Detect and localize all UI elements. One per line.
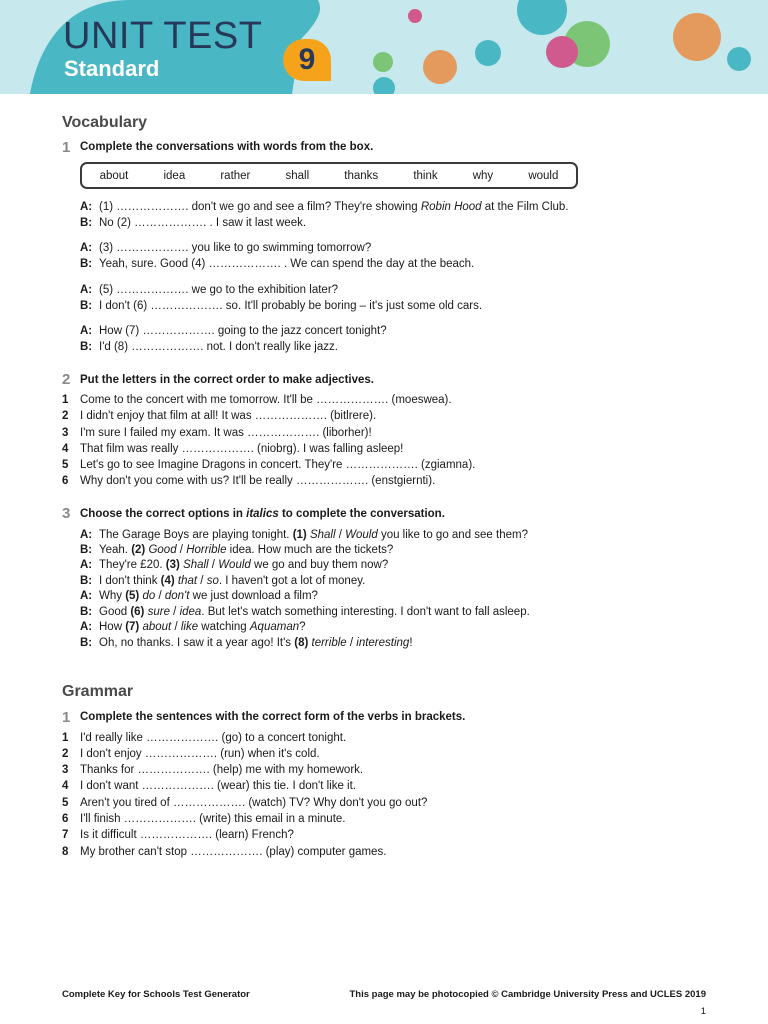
dialogue-line: B: Oh, no thanks. I saw it a year ago! It's (8) terrible / interesting! bbox=[80, 637, 413, 649]
list-item: 2 I didn't enjoy that film at all! It was ………………. (bitlrere). bbox=[62, 410, 377, 422]
list-item: 8 My brother can't stop ………………. (play) computer games. bbox=[62, 846, 387, 858]
exercise-number: 1 bbox=[62, 709, 71, 726]
unit-test-title: UNIT TEST bbox=[63, 15, 263, 57]
dialogue-line: A: (1) ………………. don't we go and see a film? They're showing Robin Hood at the Film Club. bbox=[80, 201, 569, 213]
dialogue-line: A: (3) ………………. you like to go swimming tomorrow? bbox=[80, 242, 372, 254]
exercise-instruction: Put the letters in the correct order to make adjectives. bbox=[80, 374, 374, 386]
dialogue-line: A: Why (5) do / don't we just download a film? bbox=[80, 590, 318, 602]
dialogue-line: A: They're £20. (3) Shall / Would we go and buy them now? bbox=[80, 559, 389, 571]
list-item: 7 Is it difficult ………………. (learn) French? bbox=[62, 829, 294, 841]
exercise-instruction: Choose the correct options in italics to complete the conversation. bbox=[80, 508, 445, 520]
word-box-item: idea bbox=[163, 169, 186, 182]
list-item: 3 Thanks for ………………. (help) me with my homework. bbox=[62, 764, 364, 776]
list-item: 6 Why don't you come with us? It'll be really ………………. (enstgiernti). bbox=[62, 475, 436, 487]
exercise-instruction: Complete the sentences with the correct form of the verbs in brackets. bbox=[80, 711, 466, 723]
dialogue-line: B: Yeah, sure. Good (4) ………………. . We can spend the day at the beach. bbox=[80, 258, 475, 270]
dialogue-line: B: I don't (6) ………………. so. It'll probably be boring – it's just some old cars. bbox=[80, 300, 483, 312]
word-box-item: shall bbox=[285, 169, 310, 182]
header-banner bbox=[0, 0, 768, 94]
page-number: 1 bbox=[700, 1006, 706, 1017]
word-box-item: think bbox=[413, 169, 438, 182]
footer-copyright: This page may be photocopied © Cambridge University Press and UCLES 2019 bbox=[349, 989, 706, 1000]
footer-source: Complete Key for Schools Test Generator bbox=[62, 989, 250, 1000]
dialogue-line: A: The Garage Boys are playing tonight. (1) Shall / Would you like to go and see them? bbox=[80, 529, 528, 541]
exercise-number: 3 bbox=[62, 505, 71, 522]
dialogue-line: B: Good (6) sure / idea. But let's watch something interesting. I don't want to fall asleep. bbox=[80, 606, 530, 618]
word-box-item: thanks bbox=[344, 169, 379, 182]
unit-test-subtitle: Standard bbox=[64, 56, 160, 81]
list-item: 1 Come to the concert with me tomorrow. It'll be ………………. (moeswea). bbox=[62, 394, 452, 406]
dialogue-line: A: (5) ………………. we go to the exhibition later? bbox=[80, 284, 339, 296]
word-box bbox=[80, 162, 578, 189]
dialogue-line: B: I don't think (4) that / so. I haven't got a lot of money. bbox=[80, 575, 366, 587]
vocabulary-heading: Vocabulary bbox=[62, 114, 148, 131]
exercise-number: 2 bbox=[62, 371, 71, 388]
word-box-item: about bbox=[99, 169, 129, 182]
exercise-number: 1 bbox=[62, 139, 71, 156]
word-box-item: would bbox=[528, 169, 559, 182]
list-item: 4 I don't want ………………. (wear) this tie. I don't like it. bbox=[62, 780, 357, 792]
word-box-item: why bbox=[472, 169, 494, 182]
list-item: 5 Let's go to see Imagine Dragons in concert. They're ………………. (zgiamna). bbox=[62, 459, 476, 471]
list-item: 1 I'd really like ………………. (go) to a concert tonight. bbox=[62, 732, 347, 744]
word-box-item: rather bbox=[220, 169, 251, 182]
grammar-heading: Grammar bbox=[62, 683, 134, 700]
dialogue-line: A: How (7) ………………. going to the jazz concert tonight? bbox=[80, 325, 387, 337]
dialogue-line: B: Yeah. (2) Good / Horrible idea. How much are the tickets? bbox=[80, 544, 394, 556]
list-item: 4 That film was really ………………. (niobrg). I was falling asleep! bbox=[62, 443, 404, 455]
exercise-instruction: Complete the conversations with words from the box. bbox=[80, 141, 374, 153]
list-item: 5 Aren't you tired of ………………. (watch) TV? Why don't you go out? bbox=[62, 797, 428, 809]
list-item: 3 I'm sure I failed my exam. It was ………………. (liborher)! bbox=[62, 427, 372, 439]
dialogue-line: B: No (2) ………………. . I saw it last week. bbox=[80, 217, 307, 229]
dialogue-line: A: How (7) about / like watching Aquaman? bbox=[80, 621, 306, 633]
list-item: 2 I don't enjoy ………………. (run) when it's cold. bbox=[62, 748, 320, 760]
unit-number-badge: 9 bbox=[283, 39, 331, 81]
list-item: 6 I'll finish ………………. (write) this email in a minute. bbox=[62, 813, 346, 825]
dialogue-line: B: I'd (8) ………………. not. I don't really like jazz. bbox=[80, 341, 338, 353]
